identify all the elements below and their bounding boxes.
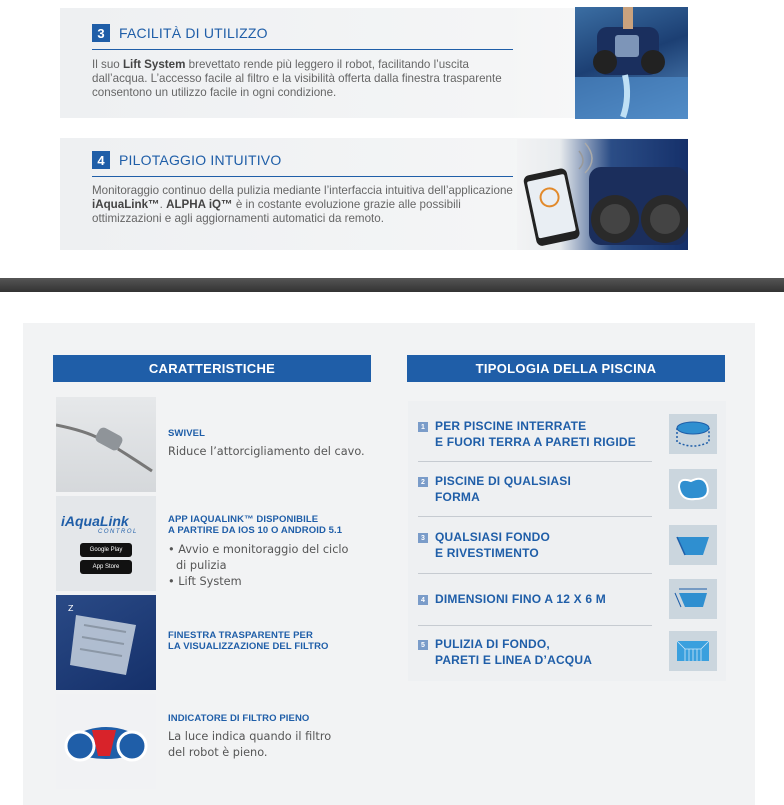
pool-walls-icon [669,631,717,671]
pool-type-label: PULIZIA DI FONDO, PARETI E LINEA D’ACQUA [435,637,593,667]
smartphone-and-robot-photo [517,139,688,250]
swivel-title: SWIVEL [168,428,206,439]
pool-type-label: DIMENSIONI FINO A 12 X 6 M [435,592,607,606]
feature-heading [92,151,281,169]
feature-description: Il suo Lift System brevettato rende più leggero il robot, facilitando l’uscita dall’acqua. L’accesso facile al filtro e la visibilità offerta dalla finestra trasparente consentono un utilizzo facile in ogni condizione. [92,58,502,99]
above-ground-pool-icon [669,414,717,454]
swivel-description: Riduce l’attorcigliamento del cavo. [168,445,365,458]
iaqualink-app-thumbnail [56,496,156,591]
pool-type-number: 1 [418,422,428,432]
app-store-badge: App Store [80,560,132,574]
feature-title: PILOTAGGIO INTUITIVO [119,152,282,168]
pool-type-number: 2 [418,477,428,487]
divider [418,461,652,462]
divider [92,176,513,177]
app-features-list [168,542,358,590]
pool-type-number: 4 [418,595,428,605]
pool-type-header: TIPOLOGIA DELLA PISCINA [407,355,725,382]
divider [418,625,652,626]
feature-number-badge: 3 [92,24,110,42]
pool-type-label: QUALSIASI FONDO E RIVESTIMENTO [435,530,551,560]
transparent-window-thumbnail [56,595,156,690]
feature-heading [92,24,268,42]
iaqualink-logo: iAquaLink [61,513,129,529]
feature-number-badge: 4 [92,151,110,169]
divider [92,49,513,50]
pool-type-number: 3 [418,533,428,543]
filter-indicator-thumbnail [56,694,156,789]
filter-indicator-description: La luce indica quando il filtro del robot è pieno. [168,730,332,759]
transparent-window-title: FINESTRA TRASPARENTE PER LA VISUALIZZAZIONE DEL FILTRO [168,630,329,652]
pool-type-label: PISCINE DI QUALSIASI FORMA [435,474,572,504]
pool-floor-icon [669,525,717,565]
freeform-pool-icon [669,469,717,509]
iaqualink-logo-sub: CONTROL [98,529,138,535]
divider [418,573,652,574]
pool-dimensions-icon [669,579,717,619]
section-divider-bar [0,278,784,292]
feature-description: Monitoraggio continuo della pulizia mediante l’interfaccia intuitiva dell’applicazione iAquaLink™. ALPHA iQ™ è in costante evoluzione grazie alle possibili ottimizzazioni e agli aggiornamenti automatici da remoto. [92,184,513,225]
svg-text:Z: Z [68,604,74,613]
robot-lift-photo [575,7,688,119]
swivel-thumbnail [56,397,156,492]
feature-title: FACILITÀ DI UTILIZZO [119,25,268,41]
characteristics-header: CARATTERISTICHE [53,355,371,382]
divider [418,516,652,517]
pool-type-number: 5 [418,640,428,650]
filter-indicator-title: INDICATORE DI FILTRO PIENO [168,713,310,724]
google-play-badge: Google Play [80,543,132,557]
list-item: • Lift System [168,574,358,590]
app-title: APP IAQUALINK™ DISPONIBILE A PARTIRE DA IOS 10 O ANDROID 5.1 [168,514,343,536]
list-item: • Avvio e monitoraggio del ciclo di pulizia [168,542,358,574]
pool-type-label: PER PISCINE INTERRATE E FUORI TERRA A PARETI RIGIDE [435,419,636,449]
